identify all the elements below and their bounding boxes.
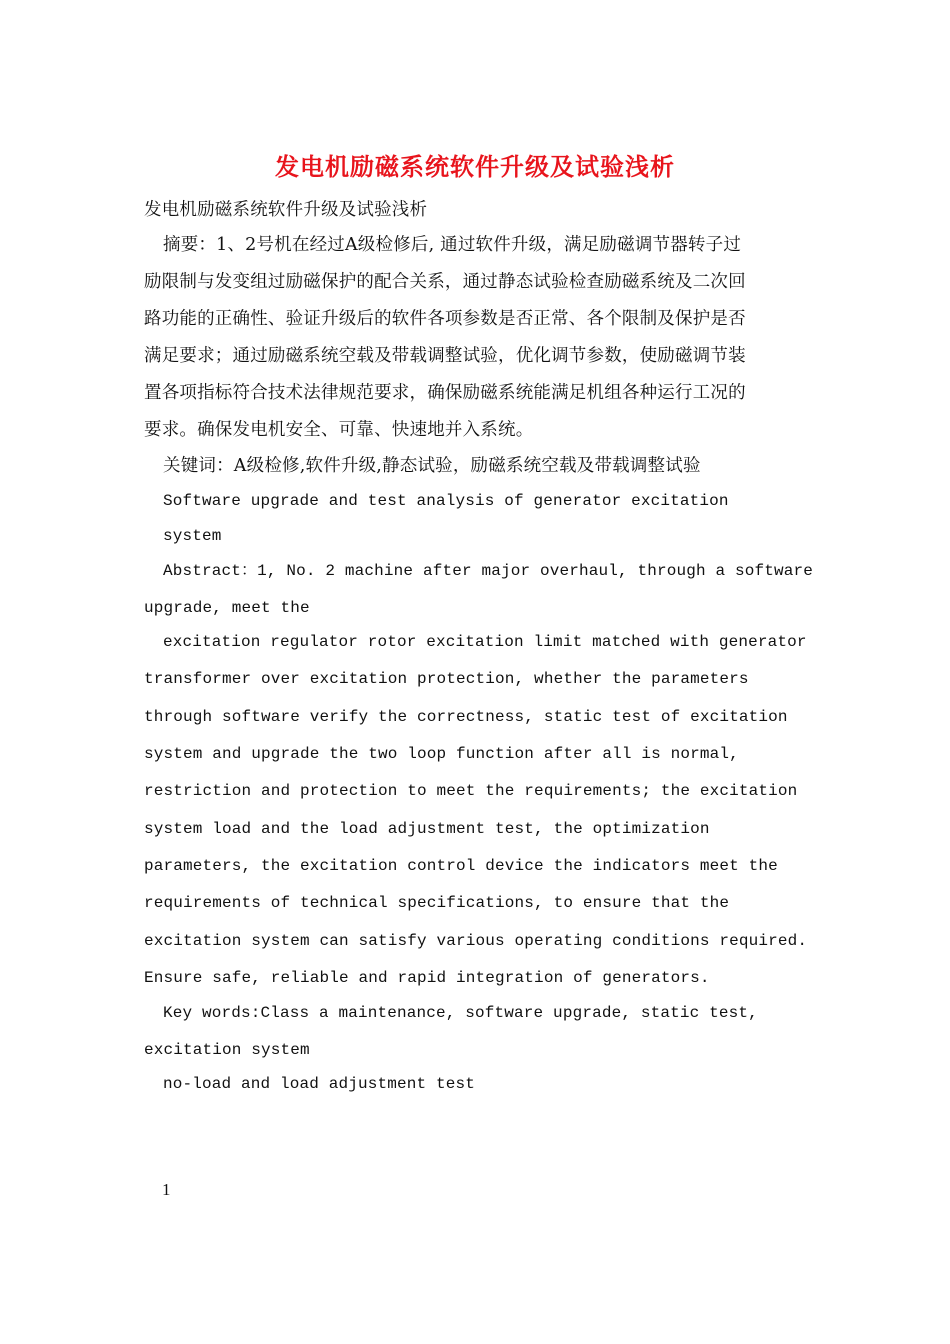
abstract-zh-line: 路功能的正确性、验证升级后的软件各项参数是否正常、各个限制及保护是否 [144,309,746,329]
abstract-en-line: transformer over excitation protection, whether the parameters [144,670,749,688]
abstract-en-line: system and upgrade the two loop function after all is normal, [144,745,739,763]
abstract-zh-line: 置各项指标符合技术法律规范要求，确保励磁系统能满足机组各种运行工况的 [144,383,746,403]
abstract-en-line: system load and the load adjustment test, the optimization [144,820,710,838]
abstract-en-line: excitation regulator rotor excitation limit matched with generator [163,633,807,651]
abstract-zh-line: 要求。确保发电机安全、可靠、快速地并入系统。 [144,420,534,440]
abstract-en-line: upgrade, meet the [144,599,310,617]
document-title: 发电机励磁系统软件升级及试验浅析 [275,152,675,181]
page-number: 1 [162,1180,171,1199]
keywords-en-line: Key words:Class a maintenance, software upgrade, static test, [163,1004,758,1022]
abstract-en-line: parameters, the excitation control device the indicators meet the [144,857,778,875]
abstract-en-line: restriction and protection to meet the requirements; the excitation [144,782,798,800]
keywords-en-line: excitation system [144,1041,310,1059]
title-en-line: Software upgrade and test analysis of generator excitation [163,492,729,510]
abstract-en-line: Abstract：1, No. 2 machine after major overhaul, through a software [163,562,814,580]
document-subtitle: 发电机励磁系统软件升级及试验浅析 [144,200,428,220]
abstract-zh-line: 励限制与发变组过励磁保护的配合关系，通过静态试验检查励磁系统及二次回 [144,272,746,292]
abstract-en-line: excitation system can satisfy various operating conditions required. [144,932,808,950]
abstract-en-line: Ensure safe, reliable and rapid integration of generators. [144,969,710,987]
keywords-en-line: no-load and load adjustment test [163,1075,476,1093]
title-en-line: system [163,527,222,545]
abstract-zh-line: 满足要求；通过励磁系统空载及带载调整试验，优化调节参数，使励磁调节装 [144,346,746,366]
keywords-zh: 关键词：A级检修,软件升级,静态试验，励磁系统空载及带载调整试验 [163,456,701,476]
abstract-en-line: requirements of technical specifications, to ensure that the [144,894,730,912]
abstract-zh-line: 摘要：1、2号机在经过A级检修后, 通过软件升级，满足励磁调节器转子过 [163,235,742,255]
abstract-en-line: through software verify the correctness, static test of excitation [144,708,788,726]
